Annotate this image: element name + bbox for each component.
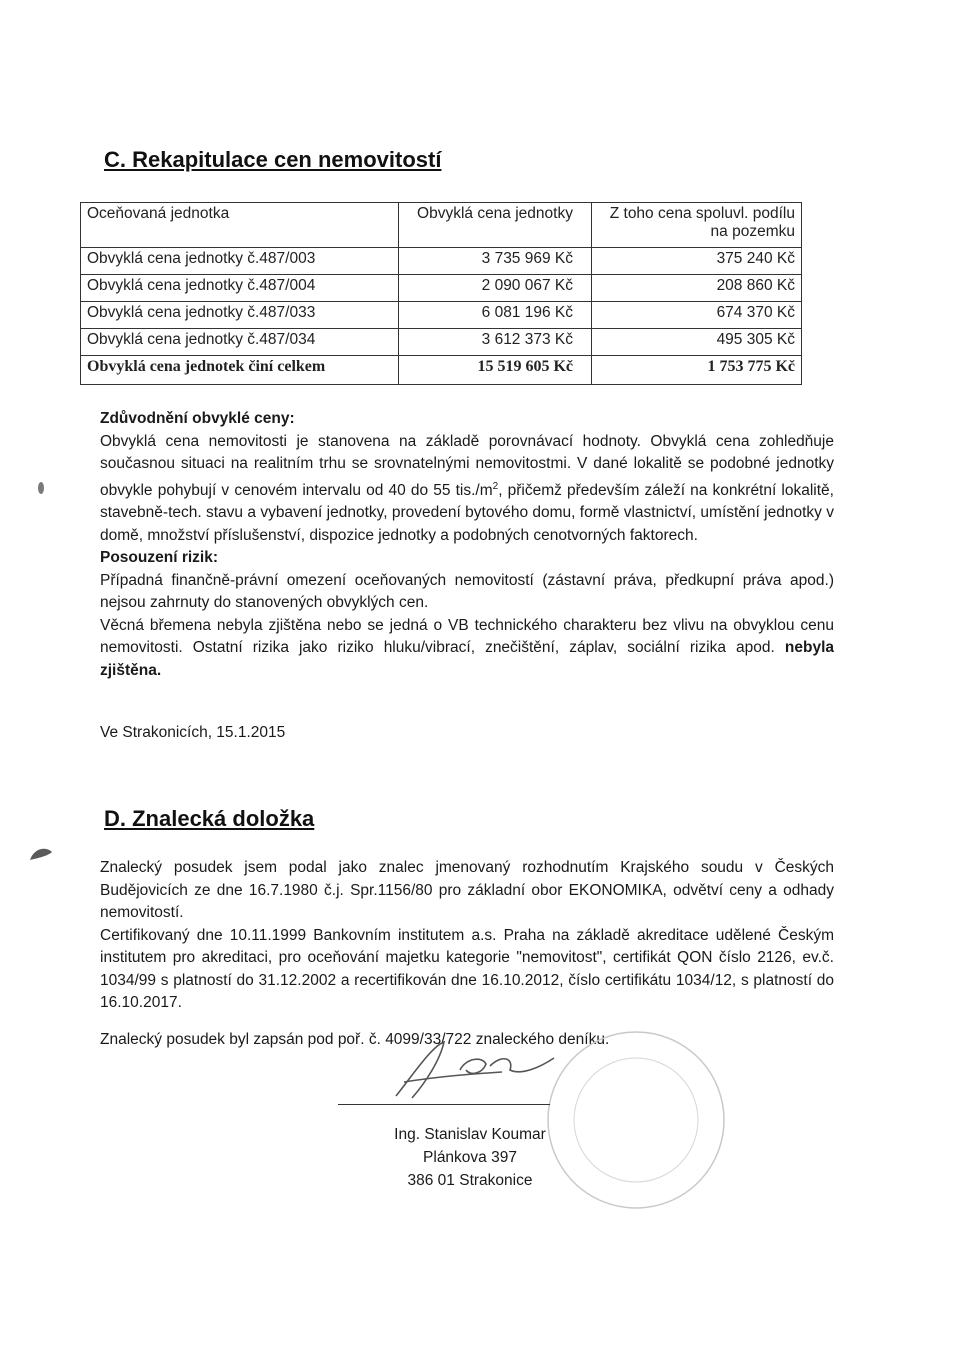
section-d-title: D. Znalecká doložka xyxy=(104,806,315,831)
header-unit: Oceňovaná jednotka xyxy=(81,203,399,248)
row-land: 674 370 Kč xyxy=(592,302,802,329)
clause-paragraph-1: Znalecký posudek jsem podal jako znalec jmenovaný rozhodnutím Krajského soudu v Českých Budějovicích ze dne 16.7.1980 č.j. Spr.1156/80 pro základní obor EKONOMIKA, odvětví ceny a odhady nemovitostí. xyxy=(100,859,834,921)
signer-block xyxy=(340,1123,600,1192)
justification-text: Obvyklá cena nemovitosti je stanovena na základě porovnávací hodnoty. Obvyklá cena zohledňuje současnou situaci na realitním trhu se srovnatelnými nemovitostmi. V dané lokalitě se podobné jednotky obvykle pohybují v cenovém intervalu od 40 do 55 $tis./m^2$, přičemž především záleží na konkrétní lokalitě, stavebně-tech. stavu a vybavení jednotky, provedení bytového domu, formě vlastnictví, umístění jednotky v domě, množství příslušenství, dispozice jednotky a podobných cenotvorných faktorech. xyxy=(100,432,834,544)
signature-image xyxy=(382,1036,582,1106)
row-unit: Obvyklá cena jednotky č.487/033 xyxy=(81,302,399,329)
row-unit: Obvyklá cena jednotky č.487/004 xyxy=(81,275,399,302)
signer-city: 386 01 Strakonice xyxy=(407,1172,533,1189)
total-price: 15 519 605 Kč xyxy=(399,356,592,385)
justification-heading: Zdůvodnění obvyklé ceny: xyxy=(100,410,295,427)
row-price: 3 612 373 Kč xyxy=(399,329,592,356)
section-c-title: C. Rekapitulace cen nemovitostí xyxy=(104,147,442,172)
total-unit: Obvyklá cena jednotek činí celkem xyxy=(81,356,399,385)
header-land: Z toho cena spoluvl. podílu na pozemku xyxy=(592,203,802,248)
table-row xyxy=(81,248,802,275)
total-land: 1 753 775 Kč xyxy=(592,356,802,385)
risks-heading: Posouzení rizik: xyxy=(100,549,218,567)
justification-block xyxy=(100,408,834,682)
row-land: 375 240 Kč xyxy=(592,248,802,275)
table-row xyxy=(81,275,802,302)
table-header-row xyxy=(81,203,802,248)
row-price: 3 735 969 Kč xyxy=(399,248,592,275)
signature-line xyxy=(338,1104,550,1105)
punch-hole-mark xyxy=(36,480,46,496)
signer-name: Ing. Stanislav Koumar xyxy=(394,1126,546,1143)
risks-paragraph-2: Věcná břemena nebyla zjištěna nebo se jedná o VB technického charakteru bez vlivu na obvyklou cenu nemovitosti. Ostatní rizika jako riziko hluku/vibrací, znečištění, záplav, sociální rizika apod. nebyla zjištěna. xyxy=(100,616,835,679)
table-row xyxy=(81,329,802,356)
row-price: 2 090 067 Kč xyxy=(399,275,592,302)
risks-paragraph-1: Případná finančně-právní omezení oceňovaných nemovitostí (zástavní práva, předkupní práva apod.) nejsou zahrnuty do stanovených obvyklých cen. xyxy=(100,571,834,612)
table-total-row xyxy=(81,356,802,385)
table-row xyxy=(81,302,802,329)
place-date: Ve Strakonicích, 15.1.2015 xyxy=(100,724,286,741)
punch-hole-mark xyxy=(28,846,54,864)
header-price: Obvyklá cena jednotky xyxy=(399,203,592,248)
row-unit: Obvyklá cena jednotky č.487/034 xyxy=(81,329,399,356)
row-unit: Obvyklá cena jednotky č.487/003 xyxy=(81,248,399,275)
signer-street: Plánkova 397 xyxy=(423,1149,517,1166)
recap-table xyxy=(80,202,802,385)
row-land: 495 305 Kč xyxy=(592,329,802,356)
row-land: 208 860 Kč xyxy=(592,275,802,302)
row-price: 6 081 196 Kč xyxy=(399,302,592,329)
clause-paragraph-2: Certifikovaný dne 10.11.1999 Bankovním institutem a.s. Praha na základě akreditace udělené Českým institutem pro akreditaci, pro oceňování majetku kategorie "nemovitost", certifikát QON číslo 2126, ev.č. 1034/99 s platností do 31.12.2002 a recertifikován dne 16.10.2012, číslo certifikátu 1034/12, s platností do 16.10.2017. xyxy=(100,926,834,1011)
clause-paragraph-3: Znalecký posudek byl zapsán pod poř. č. 4099/33/722 znaleckého deníku. xyxy=(100,1030,610,1048)
